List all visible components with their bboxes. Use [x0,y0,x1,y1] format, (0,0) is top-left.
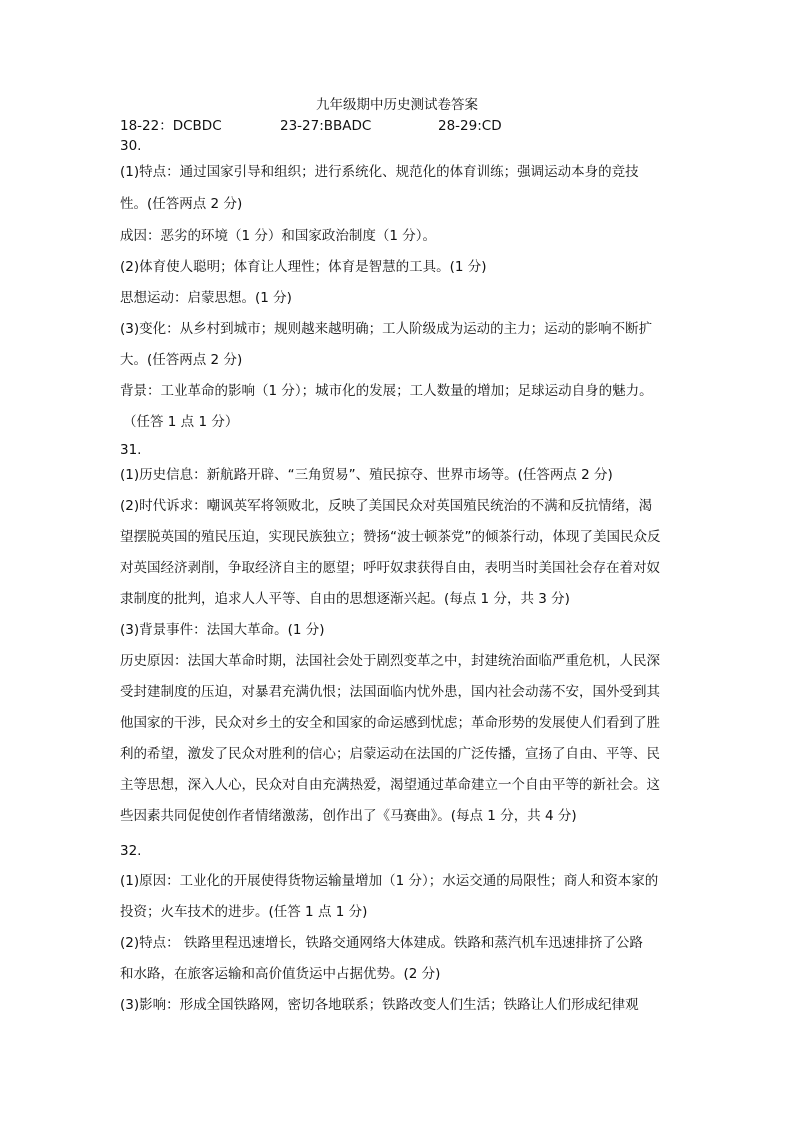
answer-line: 成因：恶劣的环境（1 分）和国家政治制度（1 分）。 [120,228,437,244]
answer-line: 背景：工业革命的影响（1 分）；城市化的发展；工人数量的增加；足球运动自身的魅力。 [120,383,653,399]
question-32-number: 32. [120,843,142,859]
answer-line: 性。(任答两点 2 分) [120,196,243,212]
answer-line: (2)时代诉求：嘲讽英军将领败北，反映了美国民众对英国殖民统治的不满和反抗情绪，渴 [120,498,653,514]
answer-line: 历史原因：法国大革命时期，法国社会处于剧烈变革之中，封建统治面临严重危机，人民深 [120,653,660,669]
answer-line: (3)背景事件：法国大革命。(1 分) [120,622,325,638]
answer-line: (1)历史信息：新航路开辟、“三角贸易”、殖民掠夺、世界市场等。(任答两点 2 分) [120,467,613,483]
answer-line: 受封建制度的压迫，对暴君充满仇恨；法国面临内忧外患，国内社会动荡不安，国外受到其 [120,684,660,700]
answer-line: 对英国经济剥削，争取经济自主的愿望；呼吁奴隶获得自由，表明当时美国社会存在着对奴 [120,560,660,576]
answer-line: 投资；火车技术的进步。(任答 1 点 1 分) [120,904,368,920]
mc-answers-18-22: 18-22：DCBDC [120,118,222,134]
multiple-choice-answers [120,117,680,135]
answer-line: 大。(任答两点 2 分) [120,352,243,368]
answer-line: 主等思想，深入人心，民众对自由充满热爱，渴望通过革命建立一个自由平等的新社会。这 [120,777,660,793]
question-31-number: 31. [120,442,142,458]
answer-line: 隶制度的批判，追求人人平等、自由的思想逐渐兴起。(每点 1 分，共 3 分) [120,591,570,607]
answer-line: (2)特点： 铁路里程迅速增长，铁路交通网络大体建成。铁路和蒸汽机车迅速排挤了公路 [120,935,643,951]
answer-line: 他国家的干涉，民众对乡土的安全和国家的命运感到忧虑；革命形势的发展使人们看到了胜 [120,715,660,731]
question-30-number: 30. [120,138,142,154]
mc-answers-23-27: 23-27:BBADC [280,118,372,134]
answer-line: 望摆脱英国的殖民压迫，实现民族独立；赞扬“波士顿茶党”的倾茶行动，体现了美国民众反 [120,529,661,545]
answer-line: (3)变化：从乡村到城市；规则越来越明确；工人阶级成为运动的主力；运动的影响不断扩 [120,321,653,337]
answer-line: (3)影响：形成全国铁路网，密切各地联系；铁路改变人们生活；铁路让人们形成纪律观 [120,997,639,1013]
answer-line: （任答 1 点 1 分） [123,414,239,430]
answer-line: 利的希望，激发了民众对胜利的信心；启蒙运动在法国的广泛传播，宣扬了自由、平等、民 [120,746,660,762]
answer-line: (1)特点：通过国家引导和组织；进行系统化、规范化的体育训练；强调运动本身的竞技 [120,164,639,180]
answer-line: (2)体育使人聪明；体育让人理性；体育是智慧的工具。(1 分) [120,259,487,275]
answer-line: 些因素共同促使创作者情绪激荡，创作出了《马赛曲》。(每点 1 分，共 4 分) [120,808,577,824]
answer-line: 和水路，在旅客运输和高价值货运中占据优势。(2 分) [120,966,441,982]
mc-answers-28-29: 28-29:CD [438,118,502,134]
answer-line: 思想运动：启蒙思想。(1 分) [120,290,292,306]
page-title: 九年级期中历史测试卷答案 [316,97,478,113]
answer-line: (1)原因：工业化的开展使得货物运输量增加（1 分）；水运交通的局限性；商人和资本家的 [120,873,659,889]
